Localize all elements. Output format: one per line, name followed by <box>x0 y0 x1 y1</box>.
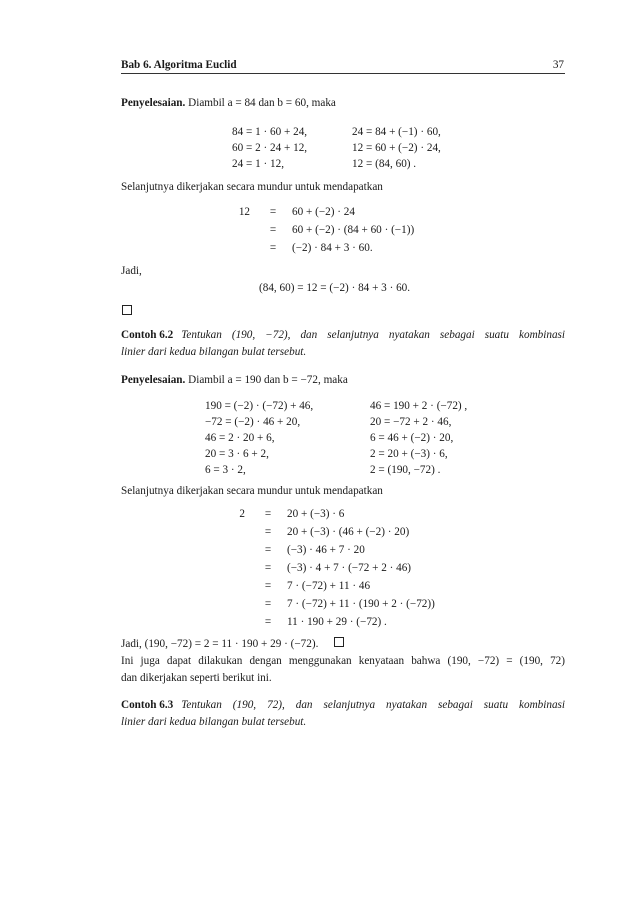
header-rule <box>121 73 565 74</box>
equation: 20 = 3 · 6 + 2, <box>205 448 269 460</box>
example-text: linier dari kedua bilangan bulat tersebut. <box>121 346 307 358</box>
solution-2-right-equations <box>370 398 467 478</box>
qed-box <box>334 637 344 647</box>
derivation-relation: = <box>264 526 272 538</box>
equation: 12 = (84, 60) . <box>352 158 417 170</box>
example-label: Contoh 6.2 <box>121 329 174 341</box>
solution-2-note <box>121 653 565 687</box>
example-text: Tentukan (190, 72), dan selanjutnya nyatakan sebagai suatu kombinasi <box>181 699 565 711</box>
equation: 2 = (190, −72) . <box>370 464 441 476</box>
example-label: Contoh 6.3 <box>121 699 174 711</box>
derivation-rhs: 11 · 190 + 29 · (−72) . <box>287 616 387 628</box>
solution-1-left-equations <box>232 124 307 172</box>
equation: 2 = 20 + (−3) · 6, <box>370 448 448 460</box>
equation: 46 = 190 + 2 · (−72) , <box>370 400 468 412</box>
qed-box <box>122 305 132 318</box>
derivation-rhs: 20 + (−3) · 6 <box>287 508 345 520</box>
derivation-relation: = <box>264 580 272 592</box>
note-text: dan dikerjakan seperti berikut ini. <box>121 672 272 684</box>
derivation-lhs: 2 <box>239 508 245 520</box>
derivation-relation: = <box>264 616 272 628</box>
equation: −72 = (−2) · 46 + 20, <box>205 416 301 428</box>
solution-2-intro <box>121 372 565 389</box>
example-text: linier dari kedua bilangan bulat tersebut. <box>121 716 307 728</box>
derivation-rhs: 60 + (−2) · 24 <box>292 206 355 218</box>
derivation-rhs: 7 · (−72) + 11 · 46 <box>287 580 371 592</box>
solution-label: Penyelesaian. <box>121 374 186 386</box>
example-6-2 <box>121 327 565 361</box>
running-header-title: Bab 6. Algoritma Euclid <box>121 59 237 71</box>
solution-intro-text: Diambil a = 84 dan b = 60, maka <box>188 97 336 109</box>
solution-label: Penyelesaian. <box>121 97 186 109</box>
derivation-relation: = <box>269 224 277 236</box>
equation: 190 = (−2) · (−72) + 46, <box>205 400 314 412</box>
equation: 60 = 2 · 24 + 12, <box>232 142 308 154</box>
solution-intro-text: Diambil a = 190 dan b = −72, maka <box>188 374 348 386</box>
solution-2-back-text: Selanjutnya dikerjakan secara mundur untuk mendapatkan <box>121 485 383 497</box>
example-text: Tentukan (190, −72), dan selanjutnya nyatakan sebagai suatu kombinasi <box>181 329 565 341</box>
equation: 6 = 3 · 2, <box>205 464 246 476</box>
example-6-3 <box>121 697 565 731</box>
page-number: 37 <box>552 59 564 71</box>
derivation-relation: = <box>264 544 272 556</box>
derivation-rhs: (−3) · 4 + 7 · (−72 + 2 · 46) <box>287 562 412 574</box>
solution-1-jadi: Jadi, <box>121 265 142 277</box>
derivation-relation: = <box>264 562 272 574</box>
note-text: Ini juga dapat dilakukan dengan menggunakan kenyataan bahwa (190, −72) = (190, 72) <box>121 655 565 667</box>
derivation-rhs: 20 + (−3) · (46 + (−2) · 20) <box>287 526 410 538</box>
derivation-relation: = <box>269 242 277 254</box>
equation: 46 = 2 · 20 + 6, <box>205 432 275 444</box>
equation: 24 = 1 · 12, <box>232 158 284 170</box>
solution-2-left-equations <box>205 398 313 478</box>
derivation-relation: = <box>264 508 272 520</box>
solution-1-back-text: Selanjutnya dikerjakan secara mundur untuk mendapatkan <box>121 181 383 193</box>
solution-1-intro <box>121 95 565 112</box>
derivation-rhs: (−3) · 46 + 7 · 20 <box>287 544 365 556</box>
derivation-lhs: 12 <box>238 206 250 218</box>
equation: 84 = 1 · 60 + 24, <box>232 126 308 138</box>
equation: 12 = 60 + (−2) · 24, <box>352 142 441 154</box>
derivation-rhs: 7 · (−72) + 11 · (190 + 2 · (−72)) <box>287 598 435 610</box>
equation: 20 = −72 + 2 · 46, <box>370 416 452 428</box>
conclusion-text: Jadi, (190, −72) = 2 = 11 · 190 + 29 · (−72). <box>121 638 319 650</box>
equation: 6 = 46 + (−2) · 20, <box>370 432 454 444</box>
solution-1-right-equations <box>352 124 441 172</box>
derivation-rhs: 60 + (−2) · (84 + 60 · (−1)) <box>292 224 415 236</box>
equation: 24 = 84 + (−1) · 60, <box>352 126 441 138</box>
derivation-relation: = <box>264 598 272 610</box>
solution-1-result: (84, 60) = 12 = (−2) · 84 + 3 · 60. <box>259 282 411 294</box>
derivation-relation: = <box>269 206 277 218</box>
derivation-rhs: (−2) · 84 + 3 · 60. <box>292 242 373 254</box>
solution-2-conclusion <box>121 636 565 653</box>
